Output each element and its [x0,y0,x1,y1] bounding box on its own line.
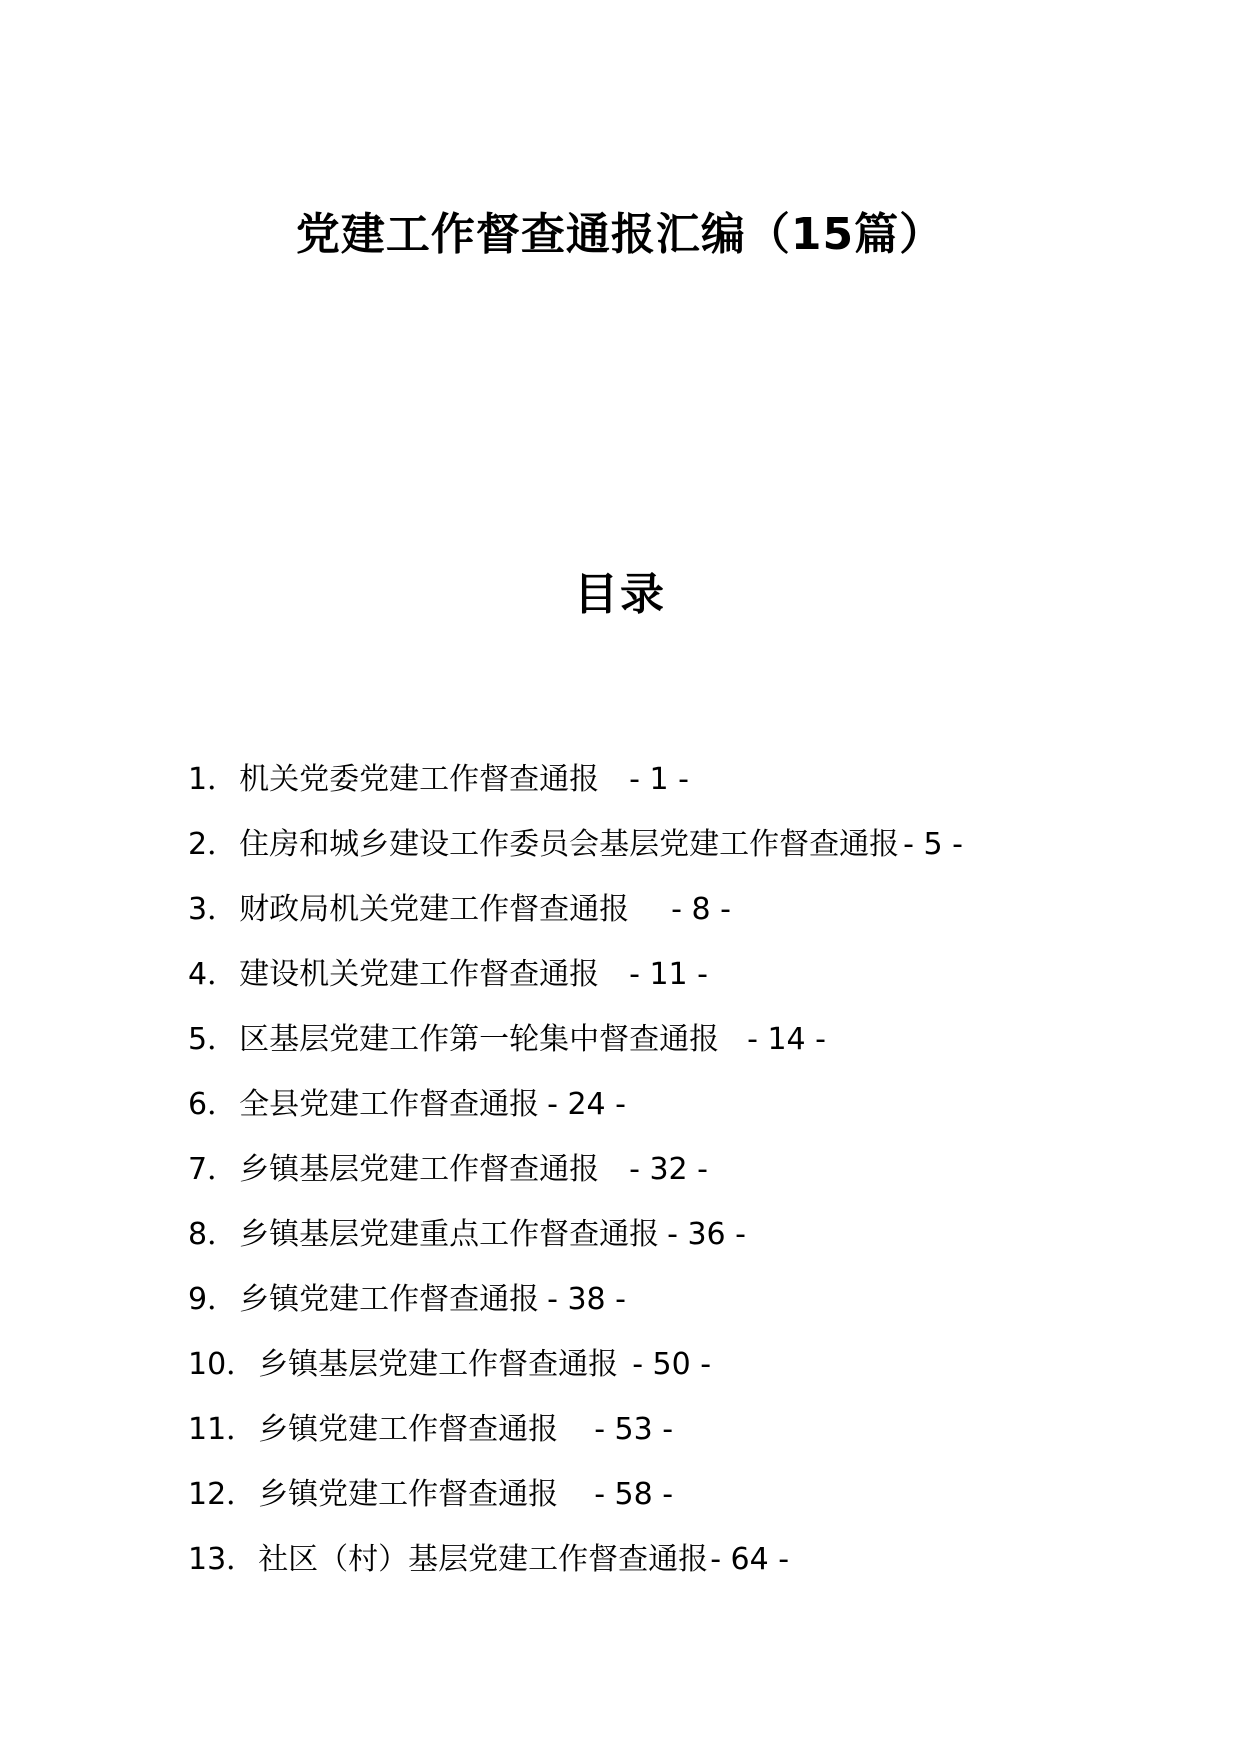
toc-entry-page: - 24 - [547,1087,626,1122]
toc-entry-number: 11． [188,1412,257,1447]
toc-entry[interactable] [188,755,1088,820]
toc-entry-number: 9． [188,1282,238,1317]
toc-entry-title: 建设机关党建工作督查通报 [239,957,600,992]
toc-entry-number: 10． [188,1347,257,1382]
toc-entry-page: - 53 - [594,1412,674,1447]
toc-entry[interactable] [188,820,1088,885]
table-of-contents [188,755,1088,1600]
toc-heading: 目录 [574,569,666,620]
toc-entry[interactable] [188,1015,1088,1080]
toc-entry-title: 全县党建工作督查通报 [239,1087,540,1122]
toc-entry-title: 机关党委党建工作督查通报 [239,762,600,797]
toc-entry-title: 乡镇基层党建重点工作督查通报 [239,1217,660,1252]
toc-entry-number: 7． [188,1152,238,1187]
toc-entry-title: 乡镇基层党建工作督查通报 [239,1152,600,1187]
toc-entry-page: - 32 - [629,1152,708,1187]
toc-entry-title: 乡镇党建工作督查通报 [239,1282,540,1317]
toc-entry-title: 财政局机关党建工作督查通报 [239,892,630,927]
toc-entry[interactable] [188,1470,1088,1535]
toc-entry-title: 乡镇党建工作督查通报 [258,1477,559,1512]
toc-entry-number: 3． [188,892,238,927]
toc-entry[interactable] [188,1145,1088,1210]
document-title: 党建工作督查通报汇编（15篇） [295,209,945,260]
toc-entry-number: 4． [188,957,238,992]
toc-entry-number: 5． [188,1022,238,1057]
toc-entry-title: 区基层党建工作第一轮集中督查通报 [239,1022,720,1057]
toc-entry-title: 乡镇基层党建工作督查通报 [258,1347,619,1382]
toc-entry-number: 1． [188,762,238,797]
toc-entry[interactable] [188,1275,1088,1340]
toc-entry-page: - 58 - [594,1477,674,1512]
toc-entry[interactable] [188,950,1088,1015]
toc-entry-page: - 36 - [667,1217,746,1252]
toc-entry[interactable] [188,1340,1088,1405]
toc-entry[interactable] [188,1210,1088,1275]
toc-entry[interactable] [188,1405,1088,1470]
toc-entry-page: - 50 - [632,1347,712,1382]
toc-entry-page: - 38 - [547,1282,626,1317]
toc-entry-number: 13． [188,1542,257,1577]
toc-entry-number: 8． [188,1217,238,1252]
toc-entry-number: 12． [188,1477,257,1512]
toc-entry-number: 6． [188,1087,238,1122]
toc-entry-number: 2． [188,827,238,862]
toc-entry-title: 乡镇党建工作督查通报 [258,1412,559,1447]
toc-entry-page: - 11 - [629,957,708,992]
toc-entry-page: - 64 - [710,1542,790,1577]
toc-entry-page: - 8 - [671,892,731,927]
toc-entry-page: - 14 - [747,1022,826,1057]
toc-entry[interactable] [188,1080,1088,1145]
toc-entry[interactable] [188,885,1088,950]
toc-entry[interactable] [188,1535,1088,1600]
toc-entry-page: - 5 - [903,827,963,862]
toc-entry-title: 社区（村）基层党建工作督查通报 [258,1542,709,1577]
toc-entry-page: - 1 - [629,762,689,797]
toc-entry-title: 住房和城乡建设工作委员会基层党建工作督查通报 [239,827,900,862]
